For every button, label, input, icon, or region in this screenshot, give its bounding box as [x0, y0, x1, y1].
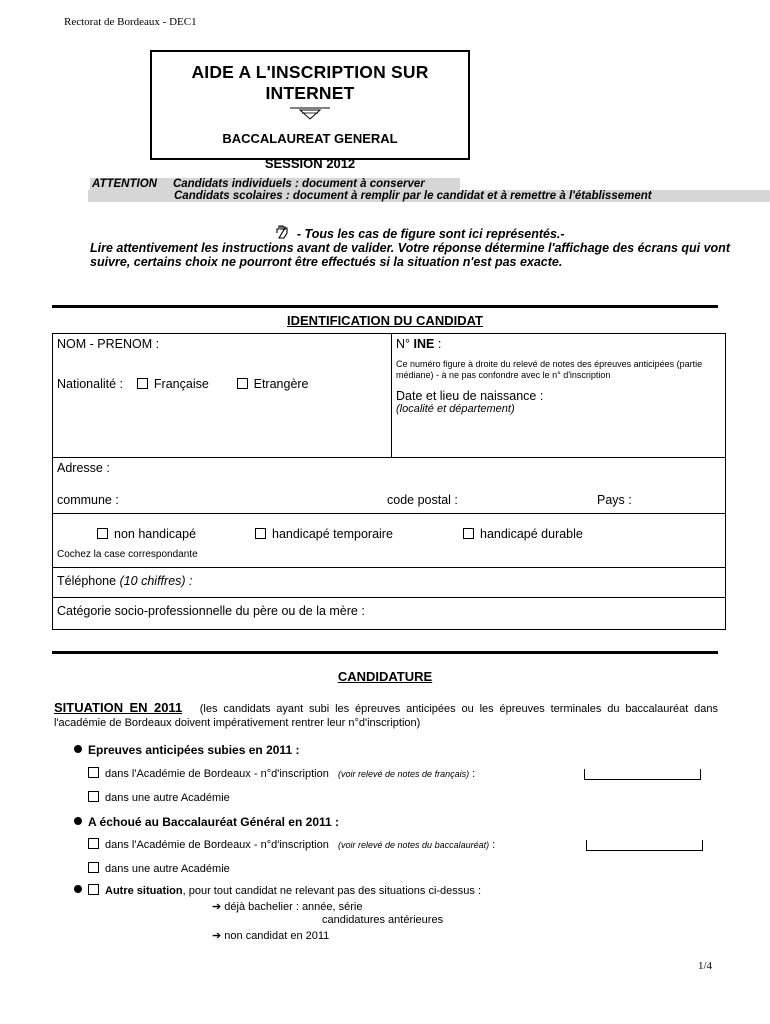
epreuves-heading: Epreuves anticipées subies en 2011 :	[74, 743, 299, 757]
attention-line1: Candidats individuels : document à conserver	[172, 178, 425, 190]
telephone-cell	[53, 568, 726, 598]
adresse-cell	[53, 458, 726, 514]
identity-cell	[53, 334, 392, 458]
identification-title: IDENTIFICATION DU CANDIDAT	[287, 313, 483, 328]
epreuves-autre-row: dans une autre Académie	[88, 791, 230, 804]
attention-label: ATTENTION	[92, 178, 157, 190]
bullet-icon	[74, 885, 82, 893]
autre-situation-checkbox[interactable]	[88, 884, 99, 895]
deja-bachelier-row: ➔ déjà bachelier : année, série	[212, 901, 363, 913]
nationalite-label: Nationalité :	[57, 377, 124, 391]
notice-line2: Lire attentivement les instructions avant de valider. Votre réponse détermine l'affichage des écrans qui vont suivre, certains choix ne pourront être effectués si la situation n'est pas exacte.	[90, 241, 730, 269]
echoue-autre-checkbox[interactable]	[88, 862, 99, 873]
situation-block	[54, 701, 718, 730]
telephone-label: Téléphone	[57, 574, 120, 588]
header-note: Rectorat de Bordeaux - DEC1	[64, 16, 197, 28]
code-postal-label: code postal :	[387, 493, 458, 507]
candidatures-anterieures: candidatures antérieures	[322, 914, 444, 926]
etrangere-label: Etrangère	[253, 377, 309, 391]
ine-label: N° INE :	[396, 337, 442, 351]
title-subtitle: BACCALAUREAT GENERAL	[222, 131, 398, 146]
localite-hint: (localité et département)	[396, 403, 515, 415]
echoue-bordeaux-row: dans l'Académie de Bordeaux - n°d'inscription (voir relevé de notes du baccalauréat) :	[88, 838, 718, 851]
epreuves-bordeaux-checkbox[interactable]	[88, 767, 99, 778]
title-box	[150, 50, 470, 171]
echoue-bordeaux-checkbox[interactable]	[88, 838, 99, 849]
cochez-hint: Cochez la case correspondante	[57, 549, 198, 560]
section-divider	[52, 651, 718, 654]
epreuves-autre-checkbox[interactable]	[88, 791, 99, 802]
candidature-title: CANDIDATURE	[337, 669, 433, 684]
handicap-cell	[53, 514, 726, 568]
identification-table	[52, 333, 726, 630]
handicape-temporaire-checkbox[interactable]	[255, 528, 266, 539]
situation-text: (les candidats ayant subi les épreuves anticipées ou les épreuves terminales du baccalauréat dans l'académie de Bordeaux doivent impérativement rentrer leur n°d'inscription)	[54, 703, 719, 729]
francaise-label: Française	[153, 377, 209, 391]
notice-block	[90, 224, 750, 269]
arrow-right-icon: ➔	[212, 930, 222, 942]
notice-line1: - Tous les cas de figure sont ici représentés.-	[296, 227, 565, 241]
etrangere-checkbox[interactable]	[237, 378, 248, 389]
inscription-field-bac[interactable]	[586, 840, 703, 851]
inscription-field-francais[interactable]	[584, 769, 701, 780]
non-candidat-row: ➔ non candidat en 2011	[212, 930, 330, 942]
nom-prenom-label: NOM - PRENOM :	[57, 337, 160, 351]
nationalite-row	[57, 377, 387, 391]
attention-block	[90, 178, 770, 202]
adresse-label: Adresse :	[57, 461, 110, 475]
attention-line2: Candidats scolaires : document à remplir par le candidat et à remettre à l'établissement	[88, 190, 770, 202]
francaise-checkbox[interactable]	[137, 378, 148, 389]
non-handicape-checkbox[interactable]	[97, 528, 108, 539]
echoue-heading: A échoué au Baccalauréat Général en 2011 :	[74, 815, 339, 829]
situation-title: SITUATION EN 2011	[54, 700, 183, 715]
categorie-label: Catégorie socio-professionnelle du père ou de la mère :	[57, 604, 365, 618]
bullet-icon	[74, 745, 82, 753]
arrow-right-icon: ➔	[212, 901, 222, 913]
non-handicape-label: non handicapé	[114, 527, 197, 541]
ine-note: Ce numéro figure à droite du relevé de notes des épreuves anticipées (partie médiane) - à ne pas confondre avec le n° d'inscription	[396, 359, 703, 380]
echoue-autre-row: dans une autre Académie	[88, 862, 230, 875]
categorie-cell	[53, 598, 726, 630]
autre-situation-row: Autre situation, pour tout candidat ne relevant pas des situations ci-dessus :	[74, 884, 481, 897]
pays-label: Pays :	[597, 493, 632, 507]
section-divider	[52, 305, 718, 308]
pen-nib-icon	[290, 106, 330, 120]
bullet-icon	[74, 817, 82, 825]
epreuves-bordeaux-row: dans l'Académie de Bordeaux - n°d'inscription (voir relevé de notes de français) :	[88, 767, 718, 780]
pointing-hand-icon	[275, 224, 293, 240]
commune-label: commune :	[57, 493, 119, 507]
page-number: 1/4	[698, 960, 713, 972]
title-session: SESSION 2012	[264, 156, 356, 171]
handicape-durable-checkbox[interactable]	[463, 528, 474, 539]
page-title: AIDE A L'INSCRIPTION SUR INTERNET	[191, 62, 429, 103]
telephone-hint: (10 chiffres) :	[119, 574, 193, 588]
handicape-durable-label: handicapé durable	[480, 527, 583, 541]
ine-cell	[392, 334, 726, 458]
handicape-temporaire-label: handicapé temporaire	[272, 527, 393, 541]
date-lieu-label: Date et lieu de naissance :	[396, 389, 544, 403]
